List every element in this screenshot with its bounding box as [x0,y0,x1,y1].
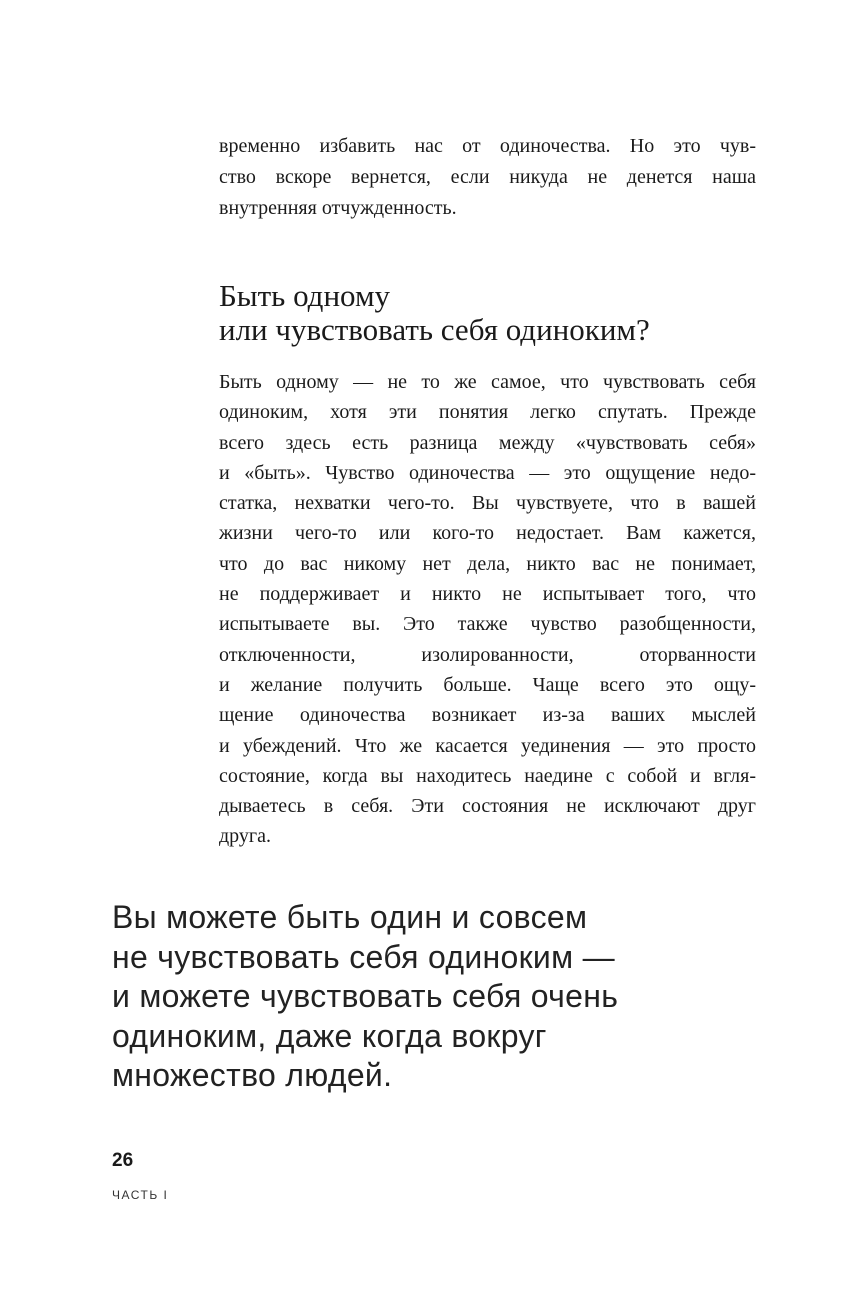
quote-line: и можете чувствовать себя очень [112,978,619,1014]
text-line: ство вскоре вернется, если никуда не денется наша [219,166,756,188]
text-line: состояние, когда вы находитесь наедине с собой и вгля- [219,764,756,787]
text-line: что до вас никому нет дела, никто вас не понимает, [219,552,756,575]
text-line: друга. [219,825,271,848]
text-line: статка, нехватки чего-то. Вы чувствуете, что в вашей [219,492,756,515]
text-line: всего здесь есть разница между «чувствовать себя» [219,431,756,454]
quote-line: одиноким, даже когда вокруг [112,1017,547,1054]
text-line: испытываете вы. Это также чувство разобщенности, [219,613,756,636]
text-line: дываетесь в себя. Эти состояния не исключают друг [219,795,756,818]
pull-quote [112,898,672,1096]
text-line: не поддерживает и никто не испытывает того, что [219,583,756,606]
text-line: Быть одному — не то же самое, что чувствовать себя [219,371,756,393]
text-line: и желание получить больше. Чаще всего это ощу- [219,673,756,696]
heading-line: Быть одному [219,278,391,313]
text-line: внутренняя отчужденность. [219,197,457,219]
section-heading [219,279,779,347]
text-line: одиноким, хотя эти понятия легко спутать. Прежде [219,401,756,424]
text-line: жизни чего-то или кого-то недостает. Вам кажется, [219,522,756,545]
text-line: щение одиночества возникает из-за ваших мыслей [219,704,756,727]
text-line: отключенности, изолированности, оторванности [219,643,756,666]
part-label: ЧАСТЬ I [112,1188,169,1202]
text-line: и убеждений. Что же касается уединения — это просто [219,734,756,757]
quote-line: Вы можете быть один и совсем [112,899,588,935]
quote-line: не чувствовать себя одиноким — [112,938,615,975]
body-paragraph [219,367,756,852]
quote-line: множество людей. [112,1057,393,1093]
text-line: временно избавить нас от одиночества. Но это чув- [219,135,756,157]
intro-paragraph [219,131,756,224]
heading-line: или чувствовать себя одиноким? [219,312,650,347]
page-number: 26 [112,1150,134,1171]
text-line: и «быть». Чувство одиночества — это ощущение недо- [219,461,756,484]
